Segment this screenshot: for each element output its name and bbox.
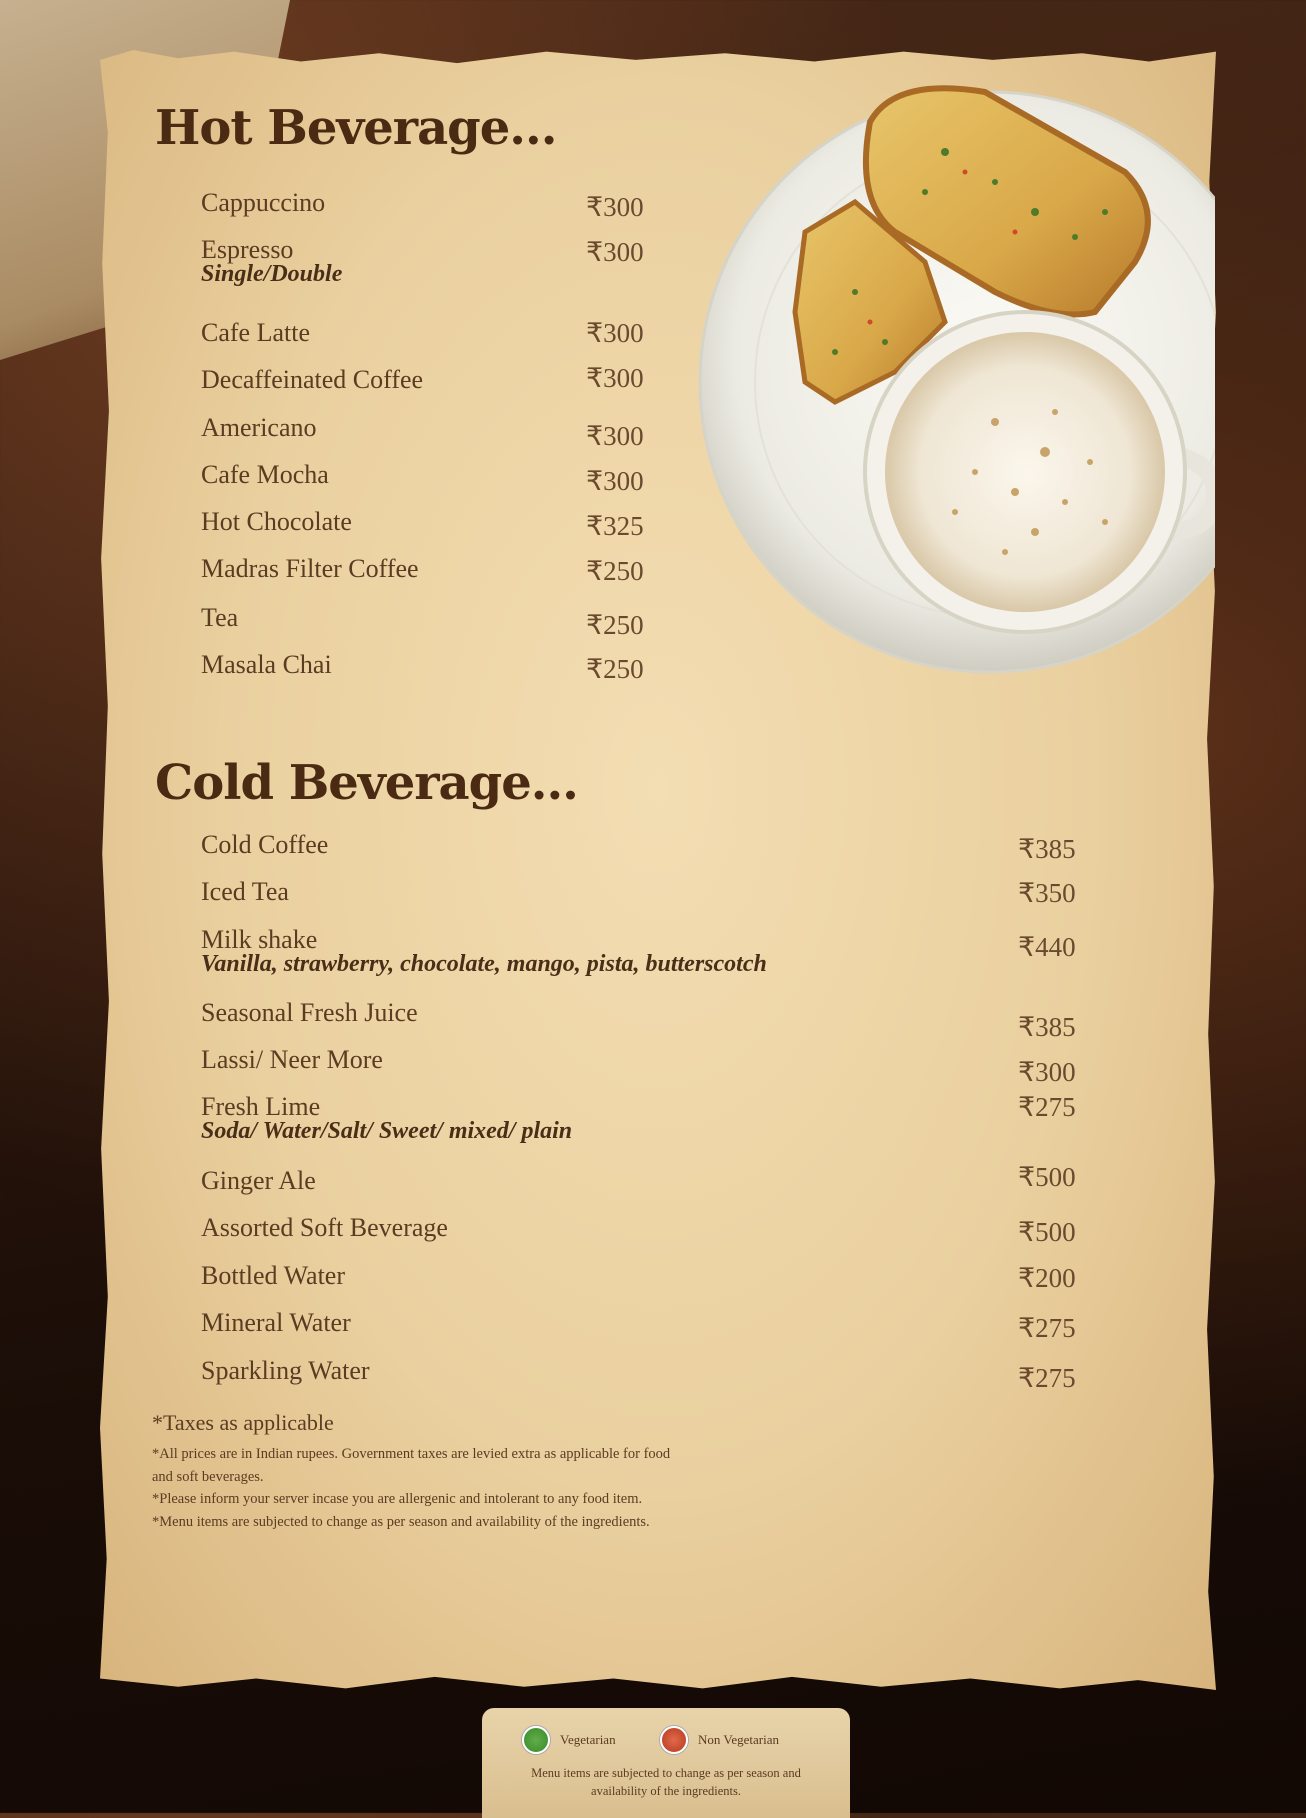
hot-item-price: ₹300 [586, 363, 644, 393]
cold-item-price: ₹350 [1018, 878, 1076, 908]
item-name-text: Mineral Water [201, 1308, 351, 1337]
cold-item-name [201, 1045, 383, 1075]
cold-item-price: ₹440 [1018, 932, 1076, 962]
hot-item-name [201, 603, 238, 633]
cold-item-price: ₹275 [1018, 1363, 1076, 1393]
menu-notes [152, 1443, 672, 1533]
hot-item-price: ₹300 [586, 421, 644, 451]
hot-item-price: ₹250 [586, 610, 644, 640]
legend-nonveg-label: Non Vegetarian [698, 1732, 779, 1747]
hot-item-price: ₹250 [586, 654, 644, 684]
item-name-text: Cold Coffee [201, 830, 329, 859]
hot-item-price: ₹300 [586, 318, 644, 348]
hot-item-price: ₹300 [586, 237, 644, 267]
cold-item-name [201, 1092, 572, 1145]
item-options: Vanilla, strawberry, chocolate, mango, pista, butterscotch [201, 951, 767, 977]
item-name-text: Tea [201, 603, 239, 632]
hot-beverage-title: Hot Beverage... [155, 100, 557, 156]
hot-item-price: ₹300 [586, 192, 644, 222]
coffee-plate-photo [695, 62, 1215, 692]
item-options: Single/Double [201, 261, 343, 287]
hot-item-price: ₹250 [586, 556, 644, 586]
hot-item-name [201, 554, 419, 584]
cold-item-price: ₹300 [1018, 1057, 1076, 1087]
item-name-text: Fresh Lime [201, 1092, 321, 1121]
item-name-text: Espresso [201, 235, 294, 264]
legend-veg [522, 1726, 616, 1754]
cold-item-name [201, 877, 289, 907]
cold-item-price: ₹385 [1018, 1012, 1076, 1042]
item-name-text: Milk shake [201, 925, 318, 954]
cold-item-name [201, 1261, 345, 1291]
hot-item-name [201, 650, 332, 680]
diet-legend [482, 1708, 850, 1818]
cold-item-price: ₹500 [1018, 1162, 1076, 1192]
item-name-text: Americano [201, 413, 317, 442]
item-name-text: Masala Chai [201, 650, 332, 679]
cold-item-price: ₹275 [1018, 1092, 1076, 1122]
item-name-text: Ginger Ale [201, 1166, 316, 1195]
cold-beverage-title: Cold Beverage... [155, 755, 578, 811]
cappuccino-foam [885, 332, 1165, 612]
hot-item-price: ₹325 [586, 511, 644, 541]
legend-nonveg [660, 1726, 779, 1754]
item-name-text: Cappuccino [201, 188, 326, 217]
cold-item-price: ₹275 [1018, 1313, 1076, 1343]
legend-note: Menu items are subjected to change as per season and availability of the ingredients. [531, 1766, 801, 1798]
item-name-text: Madras Filter Coffee [201, 554, 419, 583]
item-name-text: Sparkling Water [201, 1356, 370, 1385]
nonveg-icon [660, 1726, 688, 1754]
cold-item-price: ₹500 [1018, 1217, 1076, 1247]
hot-item-name [201, 460, 329, 490]
legend-veg-label: Vegetarian [560, 1732, 616, 1747]
item-name-text: Cafe Latte [201, 318, 310, 347]
item-name-text: Cafe Mocha [201, 460, 329, 489]
hot-item-name [201, 507, 352, 537]
hot-item-name [201, 235, 342, 288]
hot-item-name [201, 188, 325, 218]
item-name-text: Lassi/ Neer More [201, 1045, 383, 1074]
item-name-text: Iced Tea [201, 877, 289, 906]
note-line: *All prices are in Indian rupees. Government taxes are levied extra as applicable for food and soft beverages. [152, 1446, 671, 1485]
note-line: *Menu items are subjected to change as per season and availability of the ingredients. [152, 1513, 650, 1530]
hot-item-price: ₹300 [586, 466, 644, 496]
veg-icon [522, 1726, 550, 1754]
cold-item-name [201, 1166, 316, 1196]
cold-item-name [201, 830, 328, 860]
item-name-text: Decaffeinated Coffee [201, 365, 424, 394]
cold-item-name [201, 998, 418, 1028]
cold-item-price: ₹385 [1018, 834, 1076, 864]
taxes-note: *Taxes as applicable [152, 1410, 334, 1435]
item-name-text: Assorted Soft Beverage [201, 1213, 448, 1242]
cold-item-name [201, 1213, 448, 1243]
hot-item-name [201, 413, 317, 443]
item-options: Soda/ Water/Salt/ Sweet/ mixed/ plain [201, 1118, 573, 1144]
item-name-text: Bottled Water [201, 1261, 346, 1290]
item-name-text: Seasonal Fresh Juice [201, 998, 418, 1027]
hot-item-name [201, 365, 423, 395]
cold-item-name [201, 1356, 370, 1386]
item-name-text: Hot Chocolate [201, 507, 352, 536]
cold-item-name [201, 925, 767, 978]
cold-item-price: ₹200 [1018, 1263, 1076, 1293]
hot-item-name [201, 318, 310, 348]
cold-item-name [201, 1308, 351, 1338]
note-line: *Please inform your server incase you are allergenic and intolerant to any food item. [152, 1491, 643, 1507]
